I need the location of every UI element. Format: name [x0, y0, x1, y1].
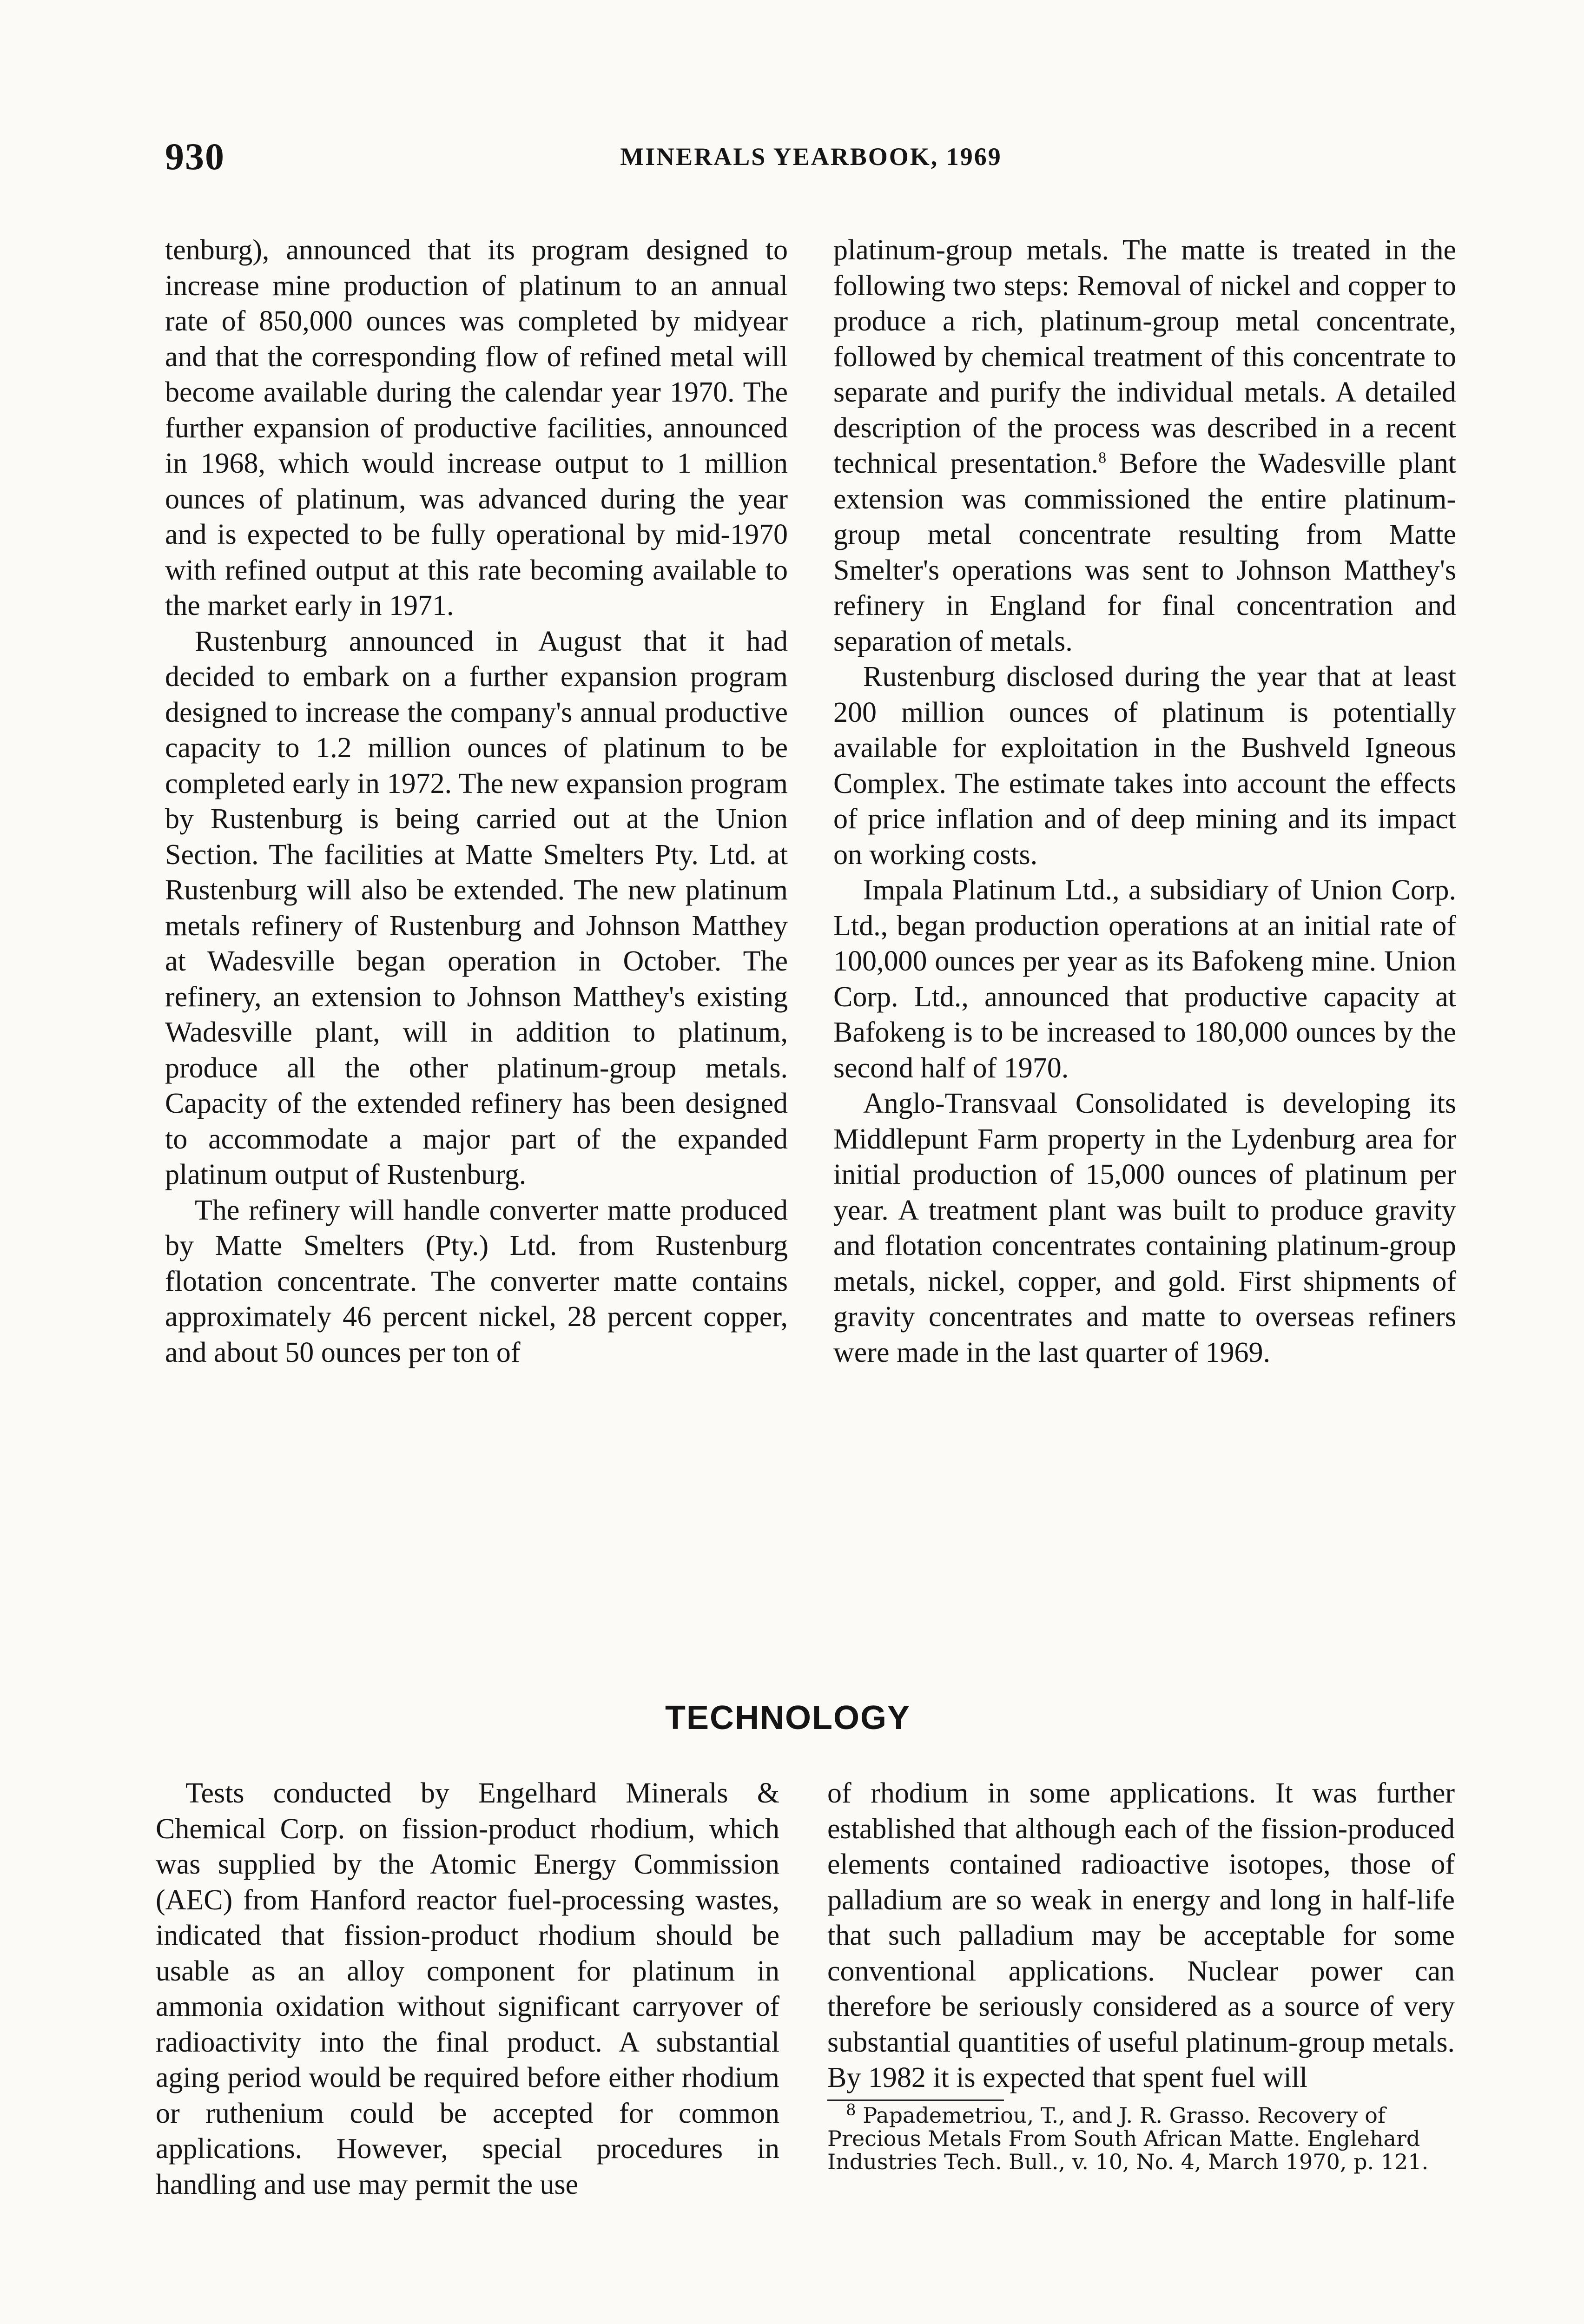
footnote-reference[interactable]: 8	[1098, 449, 1107, 467]
paragraph: tenburg), announced that its program designed to increase mine production of platinum to an annual rate of 850,000 ounces was completed by midyear and that the corresponding flow of refined metal will become available during the calendar year 1970. The further expansion of productive facilities, announced in 1968, which would increase output to 1 million ounces of platinum, was advanced during the year and is expected to be fully operational by mid-1970 with refined output at this rate becoming available to the market early in 1971.	[165, 234, 788, 621]
section-heading: TECHNOLOGY	[665, 1699, 911, 1736]
paragraph: Impala Platinum Ltd., a subsidiary of Union Corp. Ltd., began production operations at an initial rate of 100,000 ounces per year as its Bafokeng mine. Union Corp. Ltd., announced that productive capacity at Bafokeng is to be increased to 180,000 ounces by the second half of 1970.	[833, 874, 1456, 1084]
footnote	[827, 2100, 1455, 2174]
paragraph-text: Before the Wadesville plant extension was commissioned the entire platinum-group metal concentrate resulting from Matte Smelter's operations was sent to Johnson Matthey's refinery in England for final concentration and separation of metals.	[833, 448, 1456, 657]
running-head: MINERALS YEARBOOK, 1969	[620, 143, 1002, 171]
top-right-column	[833, 232, 1456, 1370]
paragraph: Tests conducted by Engelhard Minerals & Chemical Corp. on fission-product rhodium, which was supplied by the Atomic Energy Commission (AEC) from Hanford reactor fuel-processing wastes, indicated that fission-product rhodium should be usable as an alloy component for platinum in ammonia oxidation without significant carryover of radioactivity into the final product. A substantial aging period would be required before either rhodium or ruthenium could be accepted for common applications. However, special procedures in handling and use may permit the use	[156, 1777, 779, 2200]
paragraph	[833, 232, 1456, 659]
footnote-text: Papademetriou, T., and J. R. Grasso. Recovery of Precious Metals From South African Matte. Englehard Industries Tech. Bull., v. 10, No. 4, March 1970, p. 121.	[827, 2102, 1429, 2174]
paragraph: Anglo-Transvaal Consolidated is developing its Middlepunt Farm property in the Lydenburg area for initial production of 15,000 ounces of platinum per year. A treatment plant was built to produce gravity and flotation concentrates containing platinum-group metals, nickel, copper, and gold. First shipments of gravity concentrates and matte to overseas refiners were made in the last quarter of 1969.	[833, 1088, 1456, 1368]
page-header	[165, 135, 1457, 181]
paragraph: Rustenburg announced in August that it had decided to embark on a further expansion program designed to increase the company's annual productive capacity to 1.2 million ounces of platinum to be completed early in 1972. The new expansion program by Rustenburg is being carried out at the Union Section. The facilities at Matte Smelters Pty. Ltd. at Rustenburg will also be extended. The new platinum metals refinery of Rustenburg and Johnson Matthey at Wadesville began operation in October. The refinery, an extension to Johnson Matthey's existing Wadesville plant, will in addition to platinum, produce all the other platinum-group metals. Capacity of the extended refinery has been designed to accommodate a major part of the expanded platinum output of Rustenburg.	[165, 625, 788, 1190]
paragraph: The refinery will handle converter matte produced by Matte Smelters (Pty.) Ltd. from Rustenburg flotation concentrate. The converter matte contains approximately 46 percent nickel, 28 percent copper, and about 50 ounces per ton of	[165, 1194, 788, 1368]
footnote-marker: 8	[846, 2100, 856, 2119]
paragraph-text: platinum-group metals. The matte is treated in the following two steps: Removal of nickel and copper to produce a rich, platinum-group metal concentrate, followed by chemical treatment of this concentrate to separate and purify the individual metals. A detailed description of the process was described in a recent technical presentation.	[833, 234, 1456, 479]
paragraph: Rustenburg disclosed during the year that at least 200 million ounces of platinum is potentially available for exploitation in the Bushveld Igneous Complex. The estimate takes into account the effects of price inflation and of deep mining and its impact on working costs.	[833, 661, 1456, 871]
bottom-left-column	[156, 1776, 779, 2202]
paragraph: of rhodium in some applications. It was further established that although each of the fission-produced elements contained radioactive isotopes, those of palladium are so weak in energy and long in half-life that such palladium may be acceptable for some conventional applications. Nuclear power can therefore be seriously considered as a source of very substantial quantities of useful platinum-group metals. By 1982 it is expected that spent fuel will	[827, 1777, 1455, 2093]
top-left-column	[165, 232, 788, 1370]
page-number: 930	[165, 135, 225, 178]
bottom-right-column	[827, 1776, 1455, 2173]
